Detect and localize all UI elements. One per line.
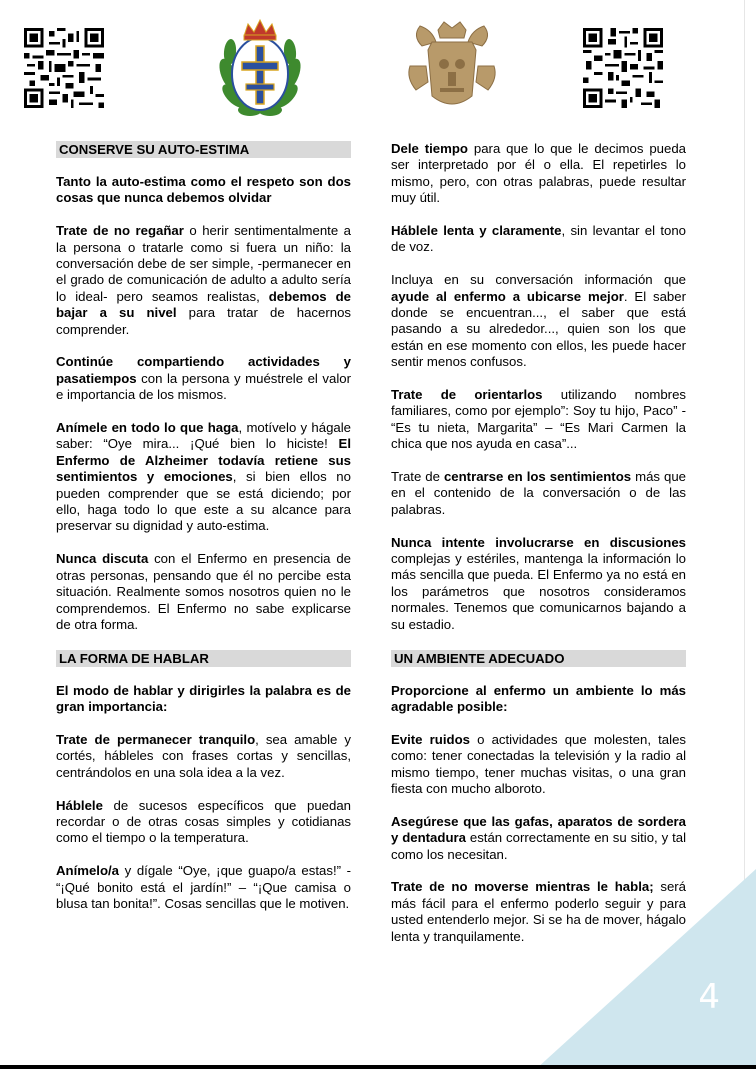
- bold-text: Háblele lenta y claramente: [391, 223, 562, 239]
- section-heading-autoestima: CONSERVE SU AUTO-ESTIMA: [56, 141, 351, 158]
- bold-text: Anímele en todo lo que haga: [56, 420, 239, 436]
- bottom-rule: [0, 1065, 756, 1069]
- paragraph: [391, 223, 686, 256]
- bold-text: Trate de no moverse mientras le habla;: [391, 879, 654, 895]
- paragraph: [391, 272, 686, 370]
- heraldic-shield-icon: [402, 16, 502, 116]
- bold-text: Háblele: [56, 797, 103, 813]
- body-text: para que lo que le decimos pueda ser interpretado por él o ella. El repetirles lo mismo, pero, con otras palabras, puede resultar muy útil.: [391, 141, 686, 206]
- paragraph: [56, 174, 351, 207]
- paragraph: [56, 420, 351, 535]
- page-number: 4: [698, 977, 720, 1017]
- left-column: [56, 141, 351, 929]
- blue-cross-crest-icon: [210, 14, 310, 120]
- body-text: utilizando nombres familiares, como por ejemplo”: Soy tu hijo, Paco” - “Es tu nieta, Margarita” – “Es Mari Carmen la chica que nos ayuda en casa”...: [391, 387, 686, 452]
- qr-code-icon[interactable]: [583, 28, 663, 108]
- body-text: o actividades que molesten, tales como: tener conectadas la televisión y la radio al mismo tiempo, tener muchas visitas, o una gran fiesta con mucho alboroto.: [391, 731, 687, 796]
- bold-text: El modo de hablar y dirigirles la palabra es de gran importancia:: [56, 682, 351, 715]
- bold-text: Trate de permanecer tranquilo: [56, 731, 256, 747]
- paragraph: [391, 814, 686, 863]
- paragraph: [391, 535, 686, 633]
- paragraph: [56, 798, 351, 847]
- bold-text: Tanto la auto-estima como el respeto son dos cosas que nunca debemos olvidar: [56, 174, 351, 206]
- paragraph: [56, 863, 351, 912]
- bold-text: Anímelo/a: [56, 863, 120, 879]
- section-heading-ambiente-adecuado: UN AMBIENTE ADECUADO: [391, 650, 686, 667]
- body-text: más que en el contenido de la conversación o de las palabras.: [391, 469, 686, 517]
- paragraph: [391, 469, 686, 518]
- paragraph: [56, 683, 351, 716]
- body-text: , sea amable y cortés, hábleles con frases cortas y sencillas, centrándolos en una sola idea a la vez.: [56, 731, 351, 780]
- section-heading-forma-de-hablar: LA FORMA DE HABLAR: [56, 650, 351, 667]
- bold-text: Asegúrese que las gafas, aparatos de sordera y dentadura: [391, 813, 686, 846]
- paragraph: [391, 732, 686, 798]
- body-text: , motívelo y hágale saber: “Oye mira... ¡Qué bien lo hiciste!: [56, 420, 351, 452]
- body-text: Trate de: [391, 469, 444, 485]
- paragraph: [391, 387, 686, 453]
- bold-text: Dele tiempo: [391, 141, 468, 156]
- paragraph: [56, 732, 351, 781]
- bold-text: ayude al enfermo a ubicarse mejor: [391, 288, 624, 304]
- paragraph: [391, 141, 686, 207]
- bold-text: debemos de bajar a su nivel: [56, 288, 351, 321]
- body-text: , sin levantar el tono de voz.: [391, 223, 687, 255]
- bold-text: El Enfermo de Alzheimer todavía retiene sus sentimientos y emociones: [56, 436, 351, 485]
- body-text: o herir sentimentalmente a la persona o tratarle como si fuera un niño: la conversación debe de ser simple, -permanecer en el grado de comunicación de adulto a adulto sería lo ideal- pero seamos realistas,: [56, 223, 352, 304]
- body-text: con la persona y muéstrele el valor e importancia de los mismos.: [56, 370, 351, 403]
- bold-text: Nunca discuta: [56, 551, 149, 567]
- paragraph: [56, 354, 351, 403]
- bold-text: Continúe compartiendo actividades y pasatiempos: [56, 354, 351, 386]
- right-column: [391, 141, 686, 961]
- bold-text: centrarse en los sentimientos: [443, 469, 632, 485]
- body-text: con el Enfermo en presencia de otras personas, pensando que él no percibe esta situación. Realmente somos nosotros quien no le comprendemos. El Enfermo no sabe explicarse de otra forma.: [56, 551, 351, 632]
- body-text: . El saber donde se encuentran..., el saber que está pasando a su alrededor..., quien son los que están en ese momento con ellos, les puede hacer sentir menos confusos.: [391, 288, 686, 370]
- bold-text: Trate de no regañar: [56, 223, 184, 239]
- body-text: Incluya en su conversación información que: [391, 272, 686, 288]
- bold-text: Nunca intente involucrarse en discusiones: [391, 534, 686, 550]
- body-text: para tratar de hacernos comprender.: [56, 305, 351, 337]
- bold-text: Trate de orientarlos: [391, 387, 543, 403]
- body-text: , si bien ellos no pueden comprender que se está diciendo; por ello, haga todo lo que este a su alcance para preservar su dignidad y auto-estima.: [56, 469, 351, 534]
- body-text: están correctamente en su sitio, y tal como los necesitan.: [391, 830, 687, 862]
- body-text: será más fácil para el enfermo poderlo seguir y para usted entenderlo mejor. Si se ha de mover, hágalo lenta y tranquilamente.: [391, 879, 686, 944]
- body-text: complejas y estériles, mantenga la información lo más sencilla que pueda. El Enfermo ya no está en los parámetros que nosotros consideramos normales. Tenemos que comunicarnos bajando a su estadio.: [391, 551, 686, 632]
- qr-code-icon[interactable]: [24, 28, 104, 108]
- bold-text: Evite ruidos: [391, 731, 470, 747]
- paragraph: [56, 551, 351, 633]
- paragraph: [56, 223, 351, 338]
- paragraph: [391, 879, 686, 945]
- body-text: de sucesos específicos que puedan recordar o de otras cosas simples y cotidianas como el tiempo o la temperatura.: [56, 797, 351, 846]
- bold-text: Proporcione al enfermo un ambiente lo más agradable posible:: [391, 682, 686, 714]
- paragraph: [391, 683, 686, 716]
- page-header: [0, 10, 756, 120]
- body-text: y dígale “Oye, ¡que guapo/a estas!” - “¡Qué bonito está el jardín!” – “¡Que camisa o blusa tan bonita!”. Cosas sencillas que le motiven.: [56, 863, 351, 911]
